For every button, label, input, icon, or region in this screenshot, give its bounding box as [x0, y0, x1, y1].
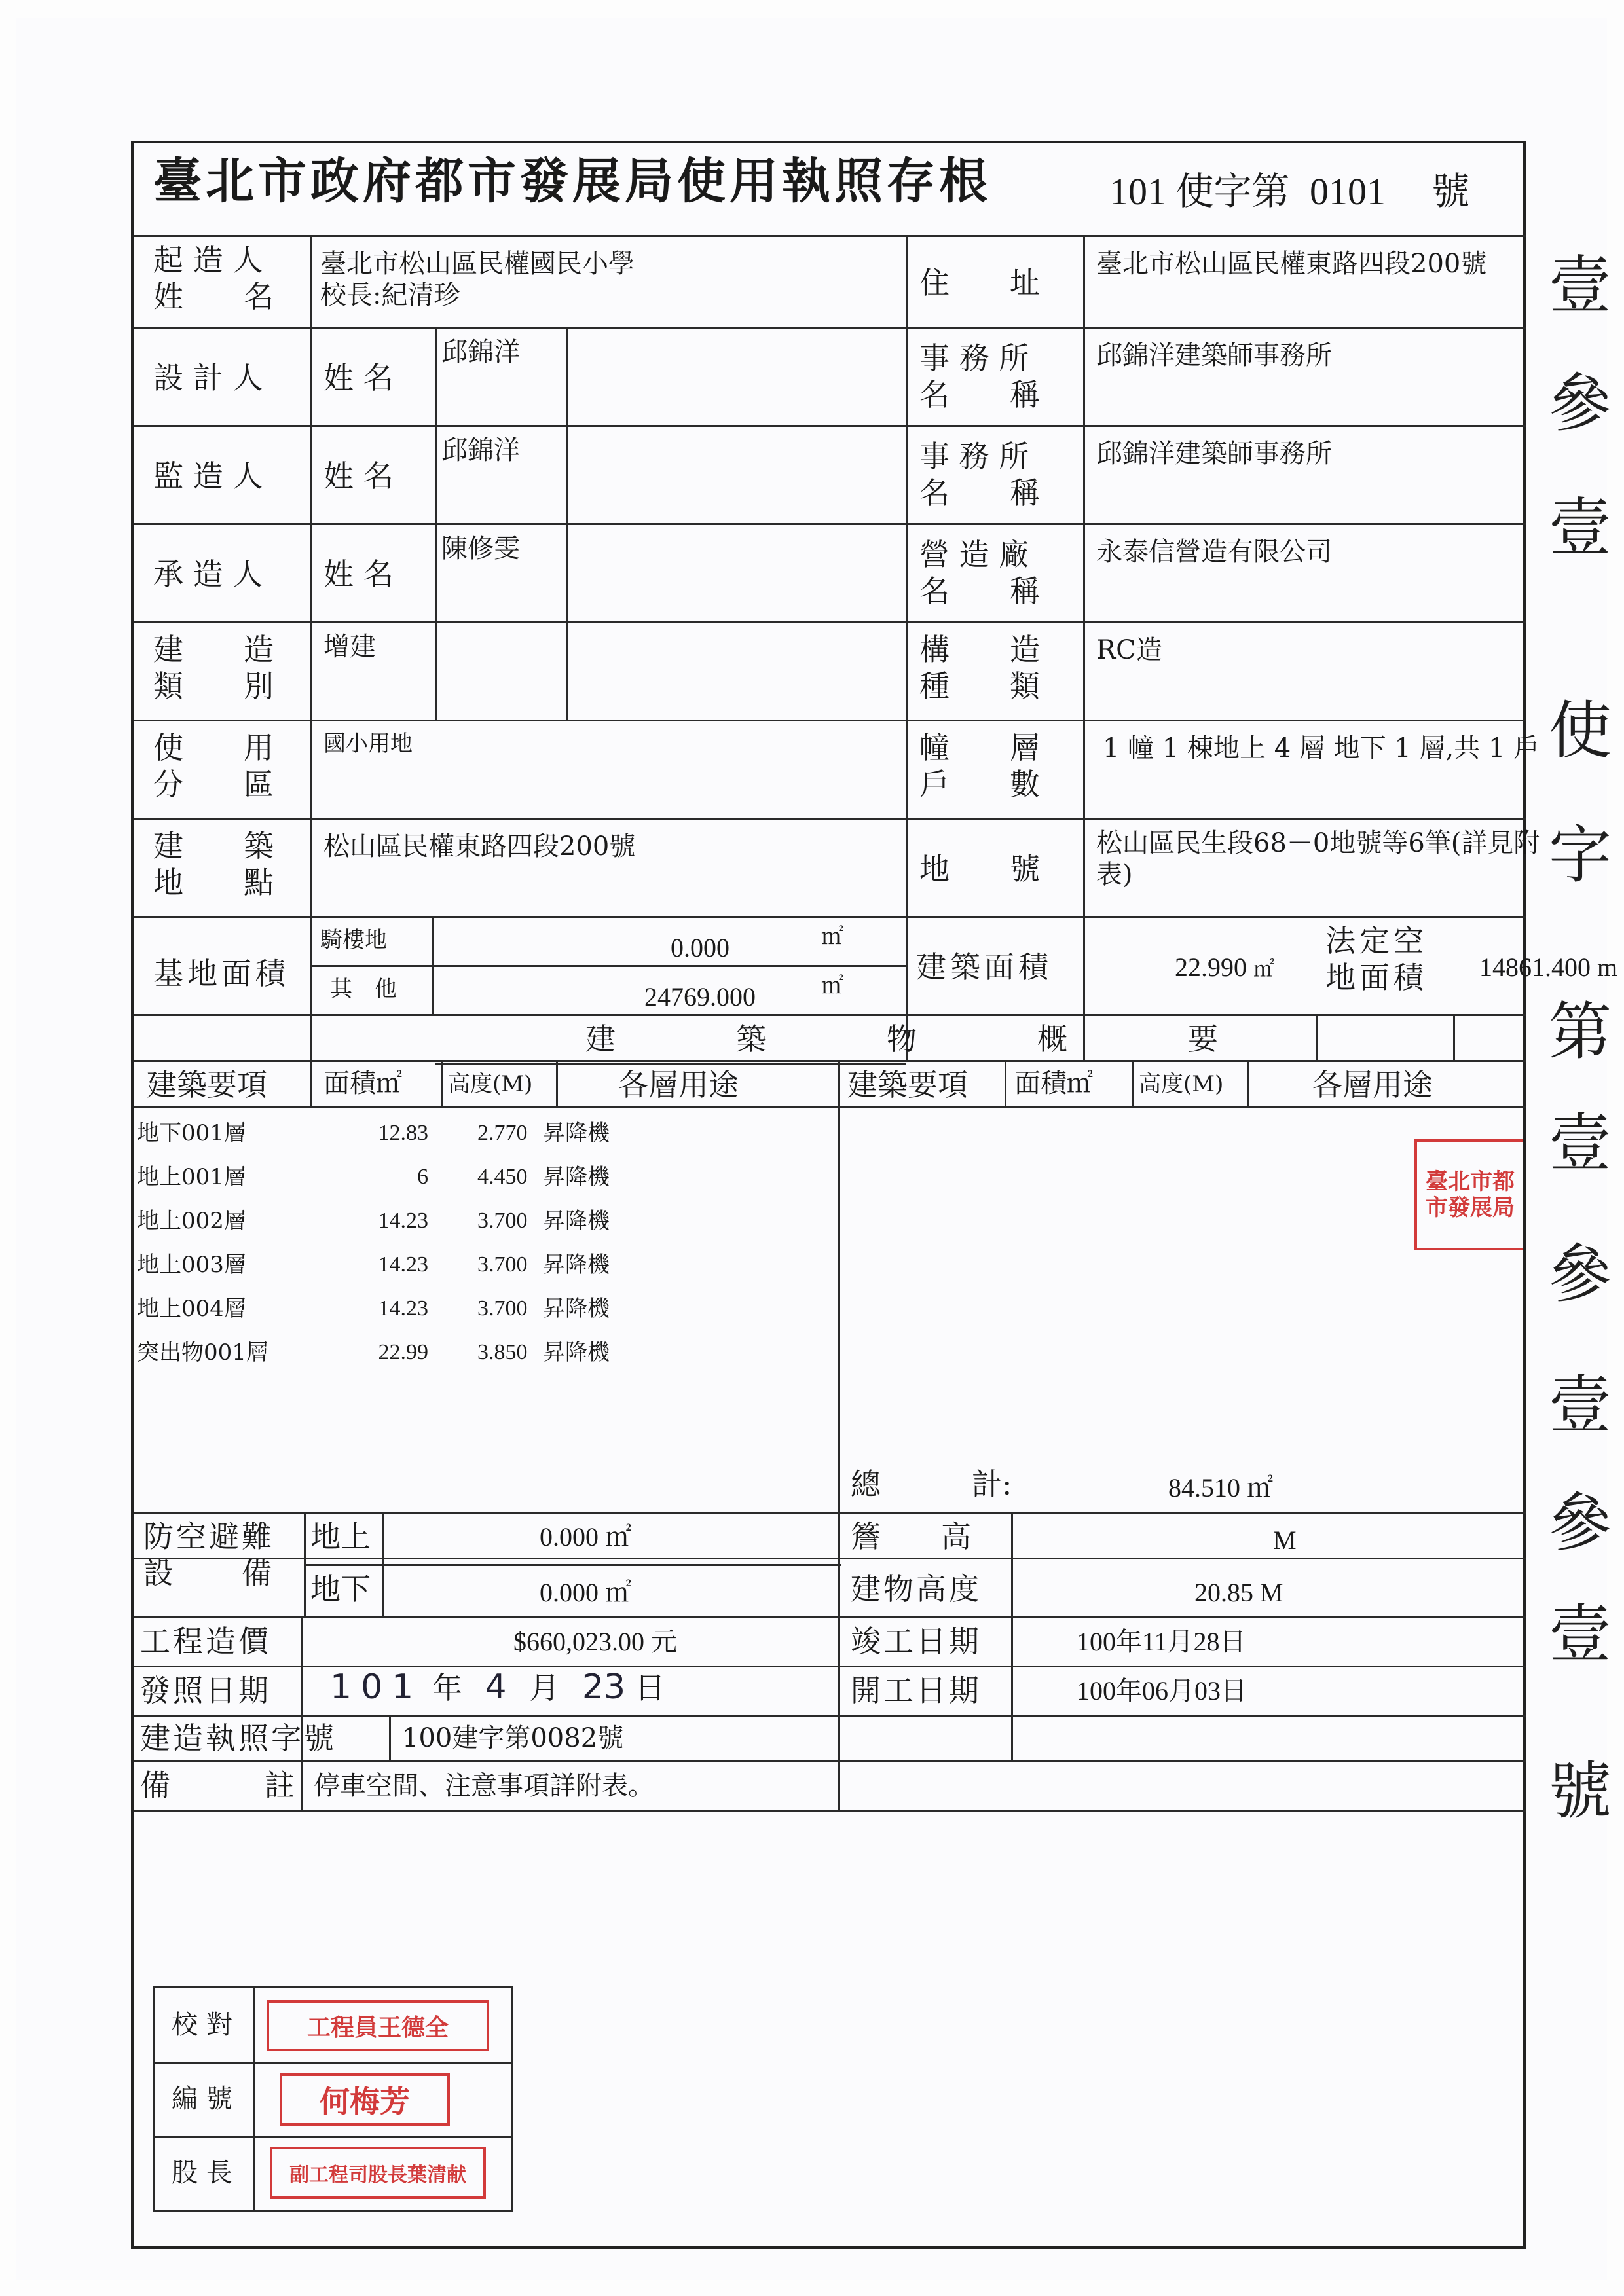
- remarks-label-1: 備: [140, 1768, 170, 1803]
- supervisor-office-label-2: 名 稱: [919, 475, 1040, 511]
- summary-header-height-2: 高度(M): [1139, 1071, 1224, 1097]
- row-height: 3.850: [477, 1340, 528, 1364]
- row-height: 3.700: [477, 1252, 528, 1277]
- total-number: 84.510: [1168, 1473, 1240, 1503]
- lot-value: [1096, 828, 1540, 890]
- site-area-label: 基地面積: [153, 956, 289, 991]
- designer-office-label: [919, 340, 1040, 413]
- designer-name: 邱錦洋: [441, 337, 520, 367]
- total-label-1: 總: [851, 1467, 881, 1502]
- issue-date-label: 發照日期: [140, 1673, 271, 1708]
- permit-form: [131, 141, 1618, 2249]
- row-item: 突出物001層: [137, 1339, 268, 1366]
- issue-year: 101: [330, 1667, 423, 1707]
- issue-year-unit: 年: [432, 1670, 462, 1705]
- arcade-unit: ㎡: [821, 924, 843, 950]
- designer-office: 邱錦洋建築師事務所: [1096, 340, 1332, 371]
- structure-label-1: 構 造: [919, 632, 1040, 667]
- shelter-label: [143, 1518, 274, 1592]
- applicant-address: 臺北市松山區民權東路四段200號: [1096, 249, 1487, 279]
- open-space-label-2: 地面積: [1325, 960, 1428, 995]
- completion-label: 竣工日期: [851, 1624, 982, 1659]
- shelter-label-1: 防空避難: [143, 1519, 274, 1554]
- open-space-value: [1479, 952, 1617, 983]
- eaves-value: M: [1273, 1525, 1297, 1555]
- building-height-label: 建物高度: [851, 1571, 982, 1607]
- shelter-below-value: 0.000 ㎡: [540, 1578, 631, 1607]
- shelter-below-label: 地下: [310, 1571, 371, 1607]
- designer-office-label-1: 事 務 所: [919, 340, 1029, 376]
- contractor-name-label: 姓 名: [323, 556, 394, 592]
- edge-char: 參: [1549, 1486, 1612, 1559]
- signoff-label-chief: 股 長: [172, 2158, 232, 2188]
- applicant-name-line1: 臺北市松山區民權國民小學: [320, 249, 635, 279]
- building-area-unit: ㎡: [1253, 957, 1275, 981]
- shelter-above-value: 0.000 ㎡: [540, 1522, 631, 1552]
- supervisor-name: 邱錦洋: [441, 435, 520, 465]
- edge-char: 第: [1549, 995, 1612, 1068]
- edge-char: 壹: [1549, 491, 1612, 564]
- permit-number-line: [1109, 171, 1470, 213]
- signoff-stamp-number-text: 何梅芳: [320, 2084, 410, 2119]
- summary-header-use: 各層用途: [618, 1067, 739, 1102]
- summary-header-item: 建築要項: [147, 1067, 267, 1102]
- row-height: 3.700: [477, 1296, 528, 1321]
- row-area: 14.23: [378, 1209, 428, 1233]
- applicant-name: [320, 248, 635, 311]
- floors-value: 1 幢 1 棟地上 4 層 地下 1 層,共 1 戶: [1103, 733, 1540, 763]
- structure-value: RC造: [1096, 635, 1162, 665]
- summary-header-area-2: 面積㎡: [1014, 1068, 1093, 1099]
- row-item: 地上004層: [137, 1296, 246, 1322]
- edge-char: 壹: [1549, 1597, 1612, 1671]
- permit-value: 100建字第0082號: [402, 1723, 624, 1753]
- edge-char: 參: [1549, 1237, 1612, 1311]
- lot-value-line2: 表): [1096, 860, 1133, 890]
- supervisor-name-label: 姓 名: [323, 458, 394, 494]
- edge-char: 壹: [1549, 1368, 1612, 1442]
- supervisor-role: 監 造 人: [153, 458, 263, 494]
- shelter-above-label: 地上: [310, 1519, 371, 1554]
- issue-day-unit: 日: [635, 1670, 665, 1705]
- row-item: 地下001層: [137, 1120, 246, 1146]
- cost-label: 工程造價: [140, 1624, 271, 1659]
- zoning-label-2: 分 區: [153, 767, 274, 802]
- designer-name-label: 姓 名: [323, 360, 394, 395]
- row-use: 昇降機: [543, 1252, 610, 1278]
- contractor-firm: 永泰信營造有限公司: [1096, 537, 1332, 567]
- building-area-label: 建築面積: [916, 949, 1052, 985]
- permit-number: 0101: [1310, 170, 1386, 213]
- floors-label: [919, 729, 1040, 803]
- signoff-stamp-proofread: [267, 2000, 489, 2051]
- row-height: 4.450: [477, 1165, 528, 1189]
- row-height: 3.700: [477, 1209, 528, 1233]
- number-prefix: 101 使字第: [1109, 170, 1290, 213]
- row-area: 6: [417, 1165, 428, 1189]
- row-use: 昇降機: [543, 1296, 610, 1322]
- lot-label: 地 號: [919, 851, 1040, 886]
- issue-month: 4: [485, 1667, 507, 1707]
- supervisor-office-label-1: 事 務 所: [919, 439, 1029, 474]
- site-label: [153, 828, 274, 901]
- issue-month-unit: 月: [529, 1670, 560, 1705]
- edge-char: 壹: [1549, 1106, 1612, 1180]
- building-area-number: 22.990: [1175, 953, 1247, 982]
- other-unit: ㎡: [821, 973, 843, 999]
- zoning-label: [153, 729, 274, 803]
- building-area-value: [1175, 952, 1274, 985]
- row-area: 22.99: [378, 1340, 428, 1364]
- start-date-value: 100年06月03日: [1077, 1676, 1247, 1705]
- number-suffix: 號: [1431, 170, 1470, 213]
- designer-office-label-2: 名 稱: [919, 377, 1040, 412]
- contractor-firm-label: [919, 536, 1040, 610]
- row-use: 昇降機: [543, 1339, 610, 1366]
- row-area: 14.23: [378, 1252, 428, 1277]
- cost-value: $660,023.00 元: [513, 1627, 677, 1656]
- signoff-stamp-chief: [270, 2147, 486, 2199]
- summary-header-item-2: 建築要項: [847, 1067, 968, 1102]
- edge-char: 字: [1549, 818, 1612, 892]
- seal-text: 臺北市都市發展局: [1426, 1169, 1515, 1221]
- signoff-block: [153, 1986, 513, 2212]
- summary-header-use-2: 各層用途: [1312, 1067, 1433, 1102]
- row-item: 地上003層: [137, 1252, 246, 1278]
- build-type-label-2: 類 別: [153, 668, 274, 704]
- row-item: 地上001層: [137, 1164, 246, 1190]
- total-unit: ㎡: [1247, 1473, 1273, 1503]
- edge-char: 使: [1549, 694, 1612, 767]
- signoff-stamp-number: [280, 2073, 450, 2126]
- floors-label-1: 幢 層: [919, 730, 1040, 765]
- row-area: 14.23: [378, 1296, 428, 1321]
- signoff-stamp-chief-text: 副工程司股長葉清献: [289, 2164, 466, 2187]
- supervisor-office-label: [919, 438, 1040, 511]
- summary-header-height: 高度(M): [448, 1071, 533, 1097]
- designer-role: 設 計 人: [153, 360, 263, 395]
- start-date-label: 開工日期: [851, 1673, 982, 1708]
- permit-label: 建造執照字號: [140, 1721, 337, 1756]
- remarks-value: 停車空間、注意事項詳附表。: [314, 1771, 654, 1801]
- applicant-label-top: 起 造 人: [153, 242, 263, 278]
- total-label-2: 計:: [972, 1467, 1012, 1502]
- row-area: 12.83: [378, 1121, 428, 1145]
- applicant-label: [153, 242, 304, 315]
- summary-header-area: 面積㎡: [323, 1068, 402, 1099]
- summary-title: 建 築 物 概 要: [585, 1021, 1218, 1057]
- build-type-label-1: 建 造: [153, 632, 274, 667]
- structure-label-2: 種 類: [919, 668, 1040, 704]
- signoff-label-proofread: 校 對: [172, 2010, 232, 2040]
- applicant-name-line2: 校長:紀清珍: [320, 280, 460, 310]
- row-use: 昇降機: [543, 1164, 610, 1190]
- remarks-label-2: 註: [265, 1768, 295, 1803]
- site-label-2: 地 點: [153, 865, 274, 900]
- floors-label-2: 戶 數: [919, 767, 1040, 802]
- open-space-label-1: 法定空: [1325, 923, 1428, 958]
- contractor-role: 承 造 人: [153, 556, 263, 592]
- contractor-firm-label-1: 營 造 廠: [919, 537, 1029, 572]
- zoning-label-1: 使 用: [153, 730, 274, 765]
- issue-date-value: [330, 1669, 665, 1706]
- contractor-firm-label-2: 名 稱: [919, 574, 1040, 609]
- shelter-label-2: 設 備: [143, 1556, 274, 1591]
- arcade-value: 0.000: [671, 933, 729, 962]
- contractor-name: 陳修雯: [441, 534, 520, 564]
- site-label-1: 建 築: [153, 828, 274, 864]
- issue-day: 23: [581, 1667, 626, 1707]
- edge-char: 號: [1549, 1755, 1612, 1828]
- address-label: 住 址: [919, 265, 1040, 301]
- open-space-label: [1325, 922, 1428, 996]
- completion-value: 100年11月28日: [1077, 1627, 1246, 1656]
- row-use: 昇降機: [543, 1120, 610, 1146]
- lot-value-line1: 松山區民生段68－0地號等6筆(詳見附: [1096, 828, 1540, 858]
- open-space-number: 14861.400: [1479, 953, 1591, 982]
- form-title: 臺北市政府都市發展局使用執照存根: [153, 153, 991, 210]
- structure-label: [919, 631, 1040, 704]
- zoning-value: 國小用地: [323, 731, 413, 757]
- total-value: [1168, 1472, 1273, 1504]
- open-space-unit: m: [1597, 953, 1618, 982]
- building-height-value: 20.85 M: [1194, 1578, 1283, 1607]
- other-label: 其 他: [330, 976, 397, 1002]
- build-type-value: 增建: [323, 632, 376, 662]
- edge-char: 壹: [1549, 249, 1612, 322]
- build-type-label: [153, 631, 274, 704]
- supervisor-office: 邱錦洋建築師事務所: [1096, 439, 1332, 469]
- signoff-stamp-proofread-text: 工程員王德全: [306, 2013, 449, 2041]
- arcade-label: 騎樓地: [320, 927, 387, 953]
- signoff-label-number: 編 號: [172, 2084, 232, 2114]
- row-item: 地上002層: [137, 1208, 246, 1234]
- row-use: 昇降機: [543, 1208, 610, 1234]
- other-value: 24769.000: [644, 982, 756, 1011]
- row-height: 2.770: [477, 1121, 528, 1145]
- edge-char: 參: [1549, 367, 1612, 440]
- applicant-label-bottom: 姓 名: [153, 279, 274, 314]
- eaves-label: 簷 高: [851, 1519, 971, 1554]
- site-value: 松山區民權東路四段200號: [323, 831, 636, 862]
